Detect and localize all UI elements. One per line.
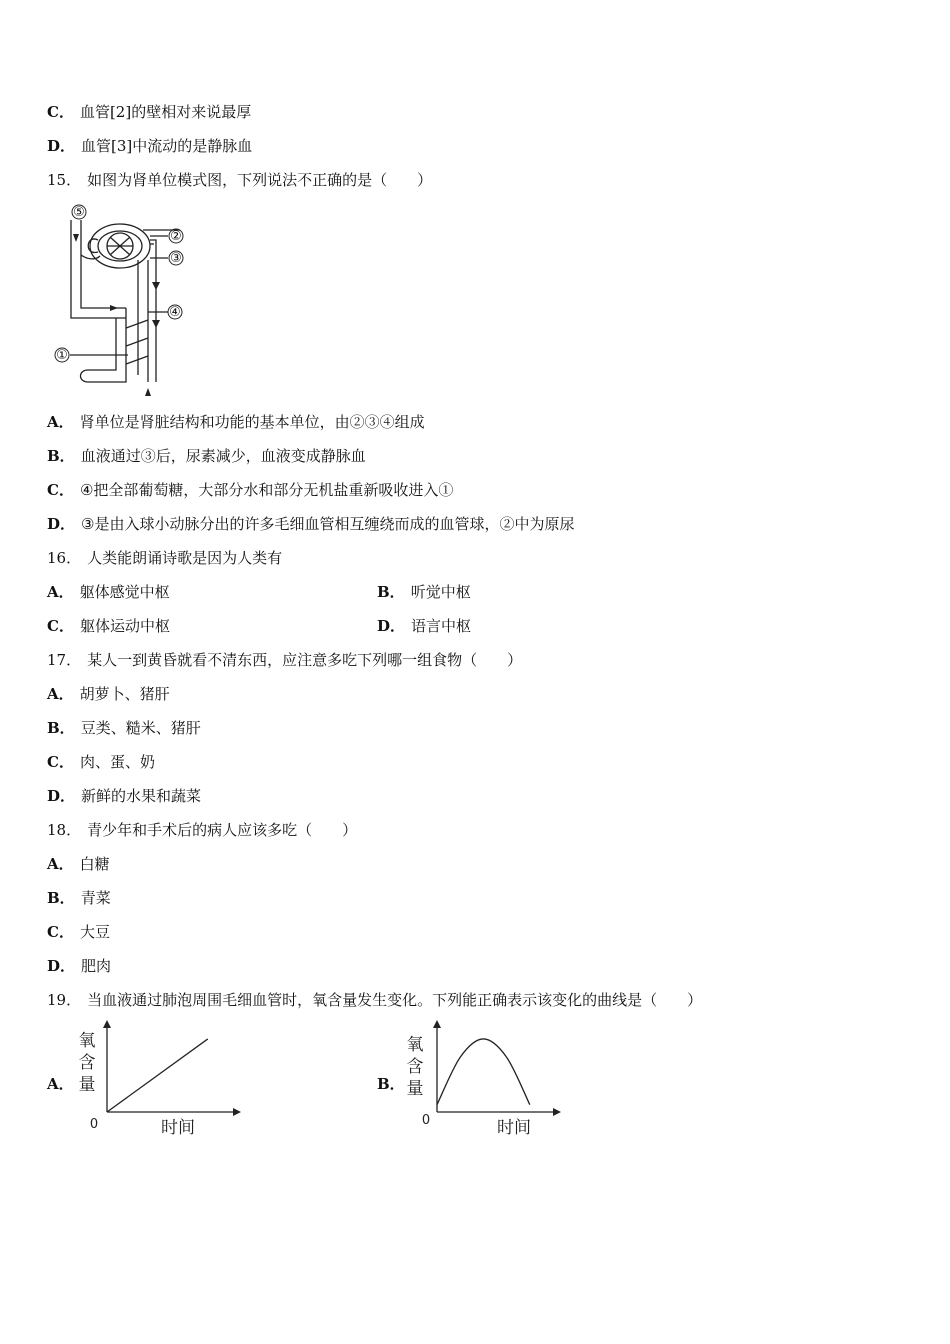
q16-option-a [47,582,170,602]
x-label: 时间 [161,1118,195,1138]
option-label: C． [47,753,74,771]
option-text: 血管[3]中流动的是静脉血 [81,137,253,155]
question-number: 19． [47,991,82,1009]
q18-stem [47,820,357,840]
series-line-B [437,1039,530,1105]
option-label: D． [47,957,76,975]
option-label: C． [47,617,74,635]
q19-stem [47,990,702,1010]
option-text: 躯体感觉中枢 [79,583,170,601]
question-text: 青少年和手术后的病人应该多吃（ ） [87,821,358,839]
option-text: 语言中枢 [411,617,472,635]
x-axis-arrow [553,1108,561,1116]
option-text: 白糖 [79,855,110,873]
question-number: 16． [47,549,82,567]
option-text: 血液通过③后，尿素减少，血液变成静脉血 [80,447,366,465]
y-label-char: 氧 [406,1035,424,1055]
origin-label: 0 [421,1113,431,1128]
option-text: 听觉中枢 [410,583,471,601]
y-label-char: 量 [406,1079,424,1099]
question-number: 17． [47,651,82,669]
option-label: B． [47,719,75,737]
option-text: 新鲜的水果和蔬菜 [81,787,202,805]
diagram-label-4: ④ [169,305,181,320]
option-label: B． [47,447,75,465]
chart-a [74,1026,244,1141]
option-text: 躯体运动中枢 [79,617,170,635]
y-label-char: 含 [406,1057,424,1077]
option-text: 豆类、糙米、猪肝 [80,719,201,737]
y-label-char: 氧 [78,1031,96,1051]
q18-option-c [47,922,110,942]
q17-option-c [47,752,155,772]
option-label: A． [47,685,74,703]
option-label: A． [47,413,74,431]
question-number: 18． [47,821,82,839]
diagram-label-2: ② [170,229,182,244]
option-text: 胡萝卜、猪肝 [79,685,170,703]
question-number: 15． [47,171,82,189]
q14-option-c [47,102,251,122]
option-label: D． [47,137,76,155]
option-text: 血管[2]的壁相对来说最厚 [79,103,252,121]
q15-option-c [47,480,453,500]
diagram-label-1: ① [56,348,68,363]
q16-option-b [377,582,471,602]
option-text: 肾单位是肾脏结构和功能的基本单位，由②③④组成 [79,413,425,431]
y-axis-arrow [433,1020,441,1028]
question-text: 如图为肾单位模式图，下列说法不正确的是（ ） [87,171,433,189]
option-text: ③是由入球小动脉分出的许多毛细血管相互缠绕而成的血管球，②中为原尿 [81,515,575,533]
option-label: D． [47,515,76,533]
y-axis-arrow [103,1020,111,1028]
q18-option-d [47,956,111,976]
q15-option-b [47,446,366,466]
option-text: 肥肉 [81,957,112,975]
option-label: C． [47,103,74,121]
x-axis-arrow [233,1108,241,1116]
y-label-char: 含 [78,1053,96,1073]
nephron-diagram [48,200,198,395]
q18-option-b [47,888,111,908]
question-text: 某人一到黄昏就看不清东西，应注意多吃下列哪一组食物（ ） [87,651,523,669]
diagram-label-3: ③ [170,251,182,266]
y-label-char: 量 [78,1075,96,1095]
option-label: A． [47,583,74,601]
option-label: B． [47,889,75,907]
q17-option-d [47,786,201,806]
q18-option-a [47,854,110,874]
option-label: B． [377,583,405,601]
q15-option-a [47,412,425,432]
q17-stem [47,650,522,670]
question-text: 人类能朗诵诗歌是因为人类有 [87,549,283,567]
option-label: B． [377,1075,405,1093]
q16-stem [47,548,282,568]
option-text: ④把全部葡萄糖，大部分水和部分无机盐重新吸收进入① [79,481,454,499]
x-label: 时间 [497,1118,531,1138]
q16-option-d [377,616,471,636]
chart-b [404,1026,574,1141]
q14-option-d [47,136,252,156]
question-text: 当血液通过肺泡周围毛细血管时，氧含量发生变化。下列能正确表示该变化的曲线是（ ） [87,991,703,1009]
origin-label: 0 [89,1117,99,1132]
q17-option-a [47,684,170,704]
option-label: A． [47,1075,74,1093]
q15-stem [47,170,432,190]
series-line-A [107,1039,208,1112]
option-text: 大豆 [79,923,110,941]
q17-option-b [47,718,201,738]
q15-option-d [47,514,574,534]
option-label: A． [47,855,74,873]
option-text: 青菜 [80,889,111,907]
option-text: 肉、蛋、奶 [79,753,155,771]
diagram-label-5: ⑤ [73,205,85,220]
q16-option-c [47,616,170,636]
option-label: D． [377,617,406,635]
option-label: C． [47,481,74,499]
option-label: D． [47,787,76,805]
option-label: C． [47,923,74,941]
